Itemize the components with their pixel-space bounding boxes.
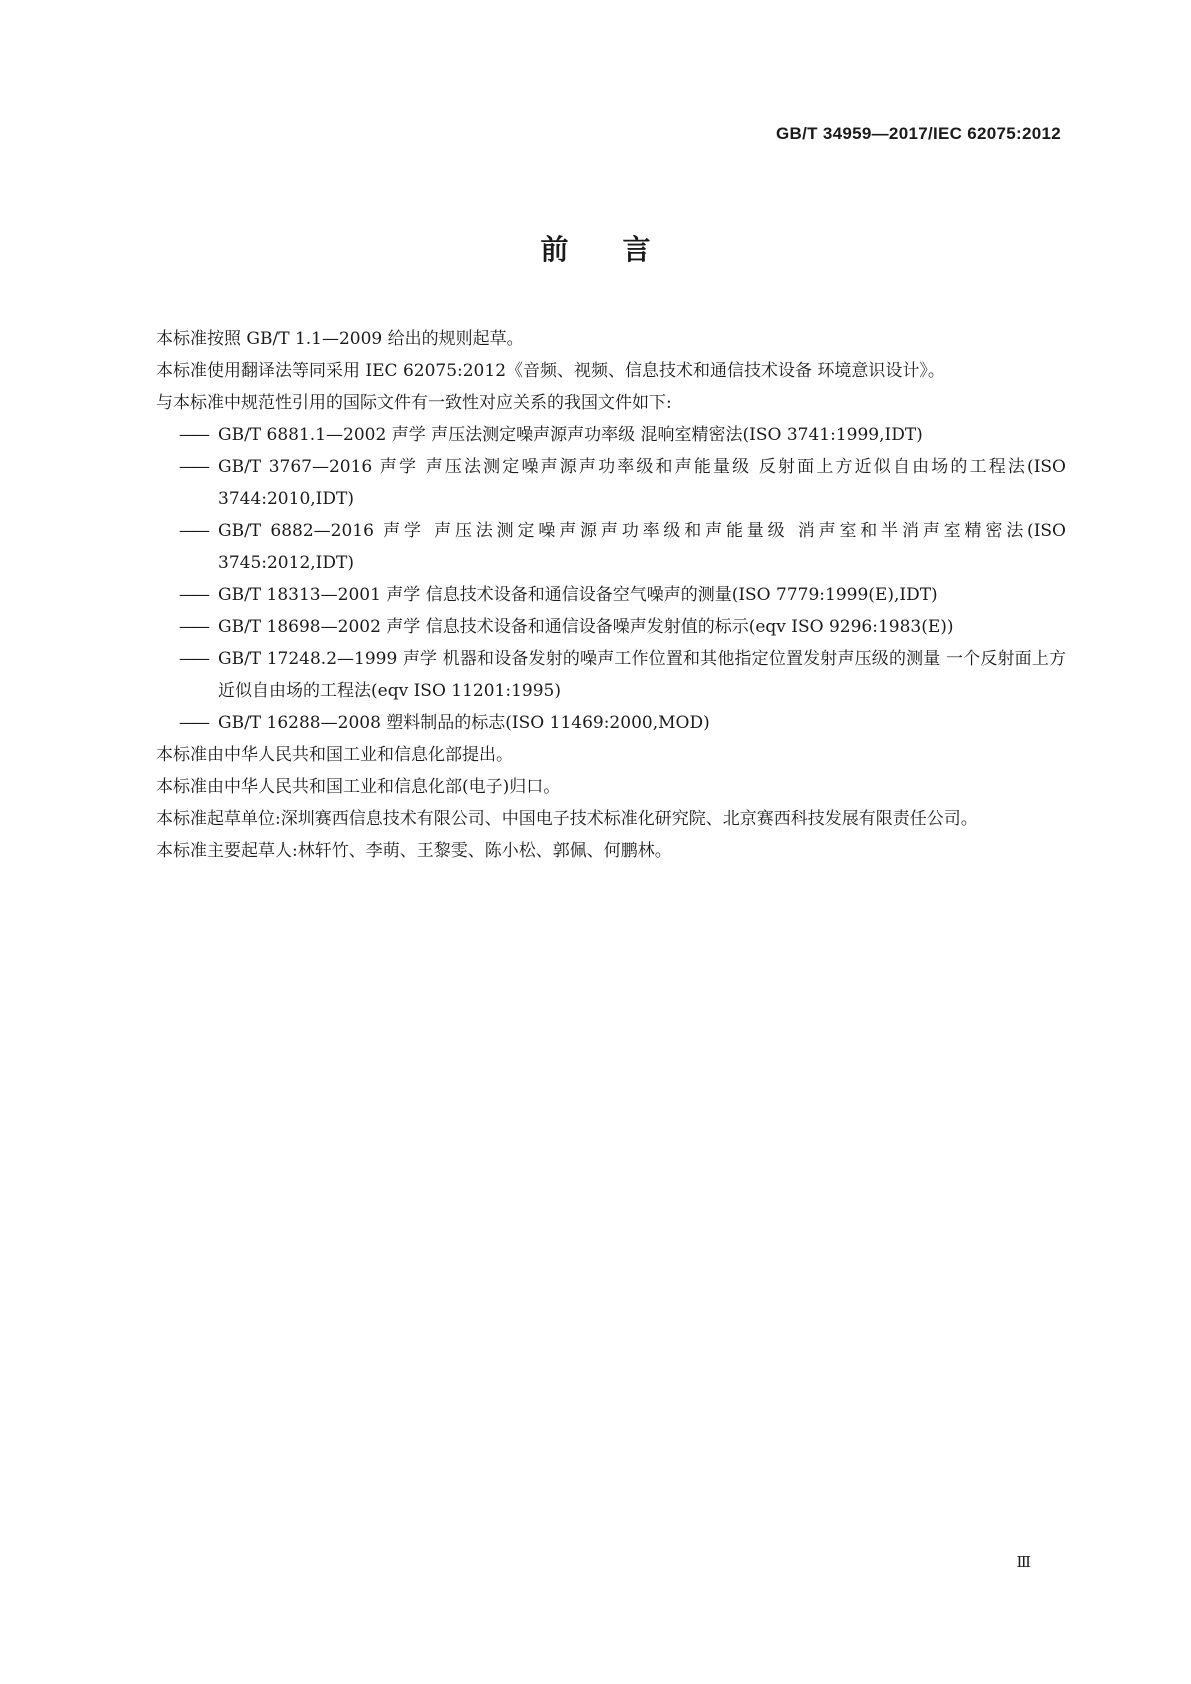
list-item <box>122 515 1066 579</box>
reference-text: GB/T 17248.2—1999 声学 机器和设备发射的噪声工作位置和其他指定位置发射声压级的测量 一个反射面上方近似自由场的工程法(eqv ISO 11201:1995) <box>218 649 1066 701</box>
paragraph-references-intro: 与本标准中规范性引用的国际文件有一致性对应关系的我国文件如下: <box>156 393 672 413</box>
page-title: 前言 <box>540 233 705 266</box>
reference-text: GB/T 6882—2016 声学 声压法测定噪声源声功率级和声能量级 消声室和半消声室精密法(ISO 3745:2012,IDT) <box>218 521 1066 573</box>
paragraph-drafting-rules: 本标准按照 GB/T 1.1—2009 给出的规则起草。 <box>156 329 524 349</box>
list-item <box>122 451 1066 515</box>
page-number: Ⅲ <box>1016 1553 1031 1571</box>
reference-text: GB/T 6881.1—2002 声学 声压法测定噪声源声功率级 混响室精密法(ISO 3741:1999,IDT) <box>218 425 923 445</box>
dash-marker: —— <box>179 457 207 477</box>
dash-marker: —— <box>179 649 207 669</box>
dash-marker: —— <box>179 713 207 733</box>
dash-marker: —— <box>179 585 207 605</box>
reference-text: GB/T 16288—2008 塑料制品的标志(ISO 11469:2000,MOD) <box>218 713 710 733</box>
dash-marker: —— <box>179 521 207 541</box>
paragraph-drafters: 本标准主要起草人:林轩竹、李萌、王黎雯、陈小松、郭佩、何鹏林。 <box>156 841 672 861</box>
dash-marker: —— <box>179 425 207 445</box>
reference-text: GB/T 18313—2001 声学 信息技术设备和通信设备空气噪声的测量(ISO 7779:1999(E),IDT) <box>218 585 938 605</box>
foreword-body <box>122 323 1066 867</box>
paragraph-adoption: 本标准使用翻译法等同采用 IEC 62075:2012《音频、视频、信息技术和通信技术设备 环境意识设计》。 <box>156 361 945 381</box>
paragraph-centralized-by: 本标准由中华人民共和国工业和信息化部(电子)归口。 <box>156 777 561 797</box>
dash-marker: —— <box>179 617 207 637</box>
reference-text: GB/T 18698—2002 声学 信息技术设备和通信设备噪声发射值的标示(eqv ISO 9296:1983(E)) <box>218 617 954 637</box>
list-item <box>122 707 1066 739</box>
reference-text: GB/T 3767—2016 声学 声压法测定噪声源声功率级和声能量级 反射面上方近似自由场的工程法(ISO 3744:2010,IDT) <box>218 457 1066 509</box>
reference-list <box>122 419 1066 739</box>
list-item <box>122 611 1066 643</box>
standard-number-header: GB/T 34959—2017/IEC 62075:2012 <box>776 124 1061 143</box>
list-item <box>122 419 1066 451</box>
list-item <box>122 643 1066 707</box>
list-item <box>122 579 1066 611</box>
paragraph-drafting-units: 本标准起草单位:深圳赛西信息技术有限公司、中国电子技术标准化研究院、北京赛西科技发展有限责任公司。 <box>156 809 978 829</box>
paragraph-proposed-by: 本标准由中华人民共和国工业和信息化部提出。 <box>156 745 513 765</box>
